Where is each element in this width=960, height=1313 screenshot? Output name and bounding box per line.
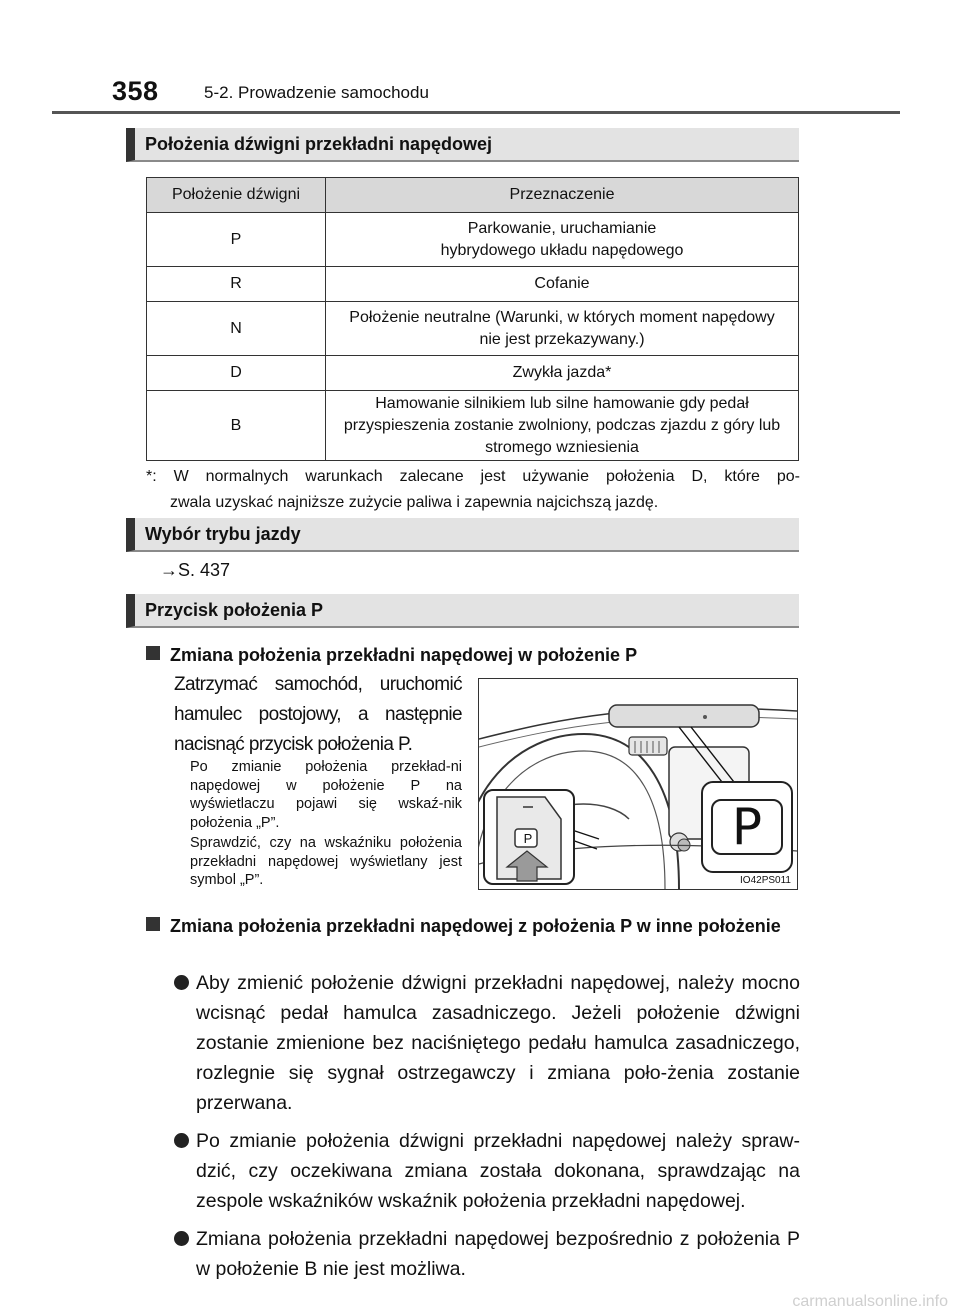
table-row <box>147 302 799 356</box>
bullet-dot-icon <box>174 1231 189 1246</box>
page-reference-link[interactable]: →S. 437 <box>160 560 231 580</box>
table-cell-purpose: Zwykła jazda* <box>326 356 799 391</box>
watermark: carmanualsonline.info <box>792 1293 948 1310</box>
square-bullet-icon <box>146 646 160 660</box>
p-button-illustration <box>478 678 798 890</box>
table-row <box>147 213 799 267</box>
table-row <box>147 391 799 461</box>
p-button-letter: P <box>523 831 533 846</box>
page-header <box>0 0 960 118</box>
subsection-heading-to-p <box>146 641 637 669</box>
p-indicator-inset <box>701 781 793 873</box>
table-cell-position: B <box>147 391 326 461</box>
table-header-position: Położenie dźwigni <box>147 178 326 213</box>
table-cell-position: D <box>147 356 326 391</box>
footnote-line-1: *: W normalnych warunkach zalecane jest używanie położenia D, które po- <box>146 468 800 485</box>
p-button-inset <box>483 789 575 885</box>
chapter-title: 5-2. Prowadzenie samochodu <box>204 83 429 102</box>
page-number: 358 <box>112 76 159 106</box>
p-indicator-letter: P <box>731 798 763 856</box>
subsection-heading-text: Zmiana położenia przekładni napędowej z położenia P w inne położenie <box>170 916 781 936</box>
bullet-list <box>174 968 800 1292</box>
square-bullet-icon <box>146 917 160 931</box>
list-item-text: Po zmianie położenia dźwigni przekładni napędowej należy spraw-dzić, czy oczekiwana zmiana została dokonana, sprawdzając na zespole wskaźników wskaźnik położenia przekładni napędowej. <box>196 1130 800 1212</box>
list-item <box>174 1224 800 1284</box>
table-cell-purpose: Hamowanie silnikiem lub silne hamowanie gdy pedał przyspieszenia zostanie zwolniony, podczas zjazdu z góry lub stromego wzniesienia <box>326 391 799 461</box>
subsection-heading-from-p <box>146 912 800 940</box>
note-check-symbol: Sprawdzić, czy na wskaźniku położenia przekładni napędowej wyświetlany jest symbol „P”. <box>190 835 462 888</box>
note-indicator-shown: Po zmianie położenia przekład-ni napędowej w położenie P na wyświetlaczu pojawi się wskaź-nik położenia „P”. <box>190 759 462 831</box>
footnote-line-2: zwala uzyskać najniższe zużycie paliwa i zapewnia najcichszą jazdę. <box>170 494 659 511</box>
gear-position-table <box>146 177 799 461</box>
list-item <box>174 1126 800 1216</box>
table-header-row <box>147 178 799 213</box>
table-row <box>147 356 799 391</box>
table-footnote <box>146 464 800 516</box>
bullet-dot-icon <box>174 975 189 990</box>
table-row <box>147 267 799 302</box>
bullet-dot-icon <box>174 1133 189 1148</box>
figure-code: IO42PS011 <box>740 875 791 886</box>
table-cell-position: N <box>147 302 326 356</box>
table-cell-position: P <box>147 213 326 267</box>
instruction-text: Zatrzymać samochód, uruchomić hamulec postojowy, a następnie nacisnąć przycisk położenia P. <box>174 674 462 755</box>
subsection-heading-text: Zmiana położenia przekładni napędowej w położenie P <box>170 645 638 665</box>
table-header-purpose: Przeznaczenie <box>326 178 799 213</box>
list-item <box>174 968 800 1118</box>
table-cell-purpose: Parkowanie, uruchamianie hybrydowego układu napędowego <box>326 213 799 267</box>
table-cell-position: R <box>147 267 326 302</box>
section-heading-drive-mode: Wybór trybu jazdy <box>126 518 799 552</box>
list-item-text: Zmiana położenia przekładni napędowej bezpośrednio z położenia P w położenie B nie jest możliwa. <box>196 1228 800 1280</box>
list-item-text: Aby zmienić położenie dźwigni przekładni napędowej, należy mocno wcisnąć pedał hamulca zasadniczego. Jeżeli położenie dźwigni zostanie zmienione bez naciśniętego pedału hamulca zasadniczego, rozlegnie się sygnał ostrzegawczy i zmiana poło-żenia zostanie przerwana. <box>196 972 800 1114</box>
section-heading-p-button: Przycisk położenia P <box>126 594 799 628</box>
section-heading-gear-positions: Położenia dźwigni przekładni napędowej <box>126 128 799 162</box>
table-cell-purpose: Cofanie <box>326 267 799 302</box>
header-divider <box>52 111 900 114</box>
table-cell-purpose: Położenie neutralne (Warunki, w których moment napędowy nie jest przekazywany.) <box>326 302 799 356</box>
